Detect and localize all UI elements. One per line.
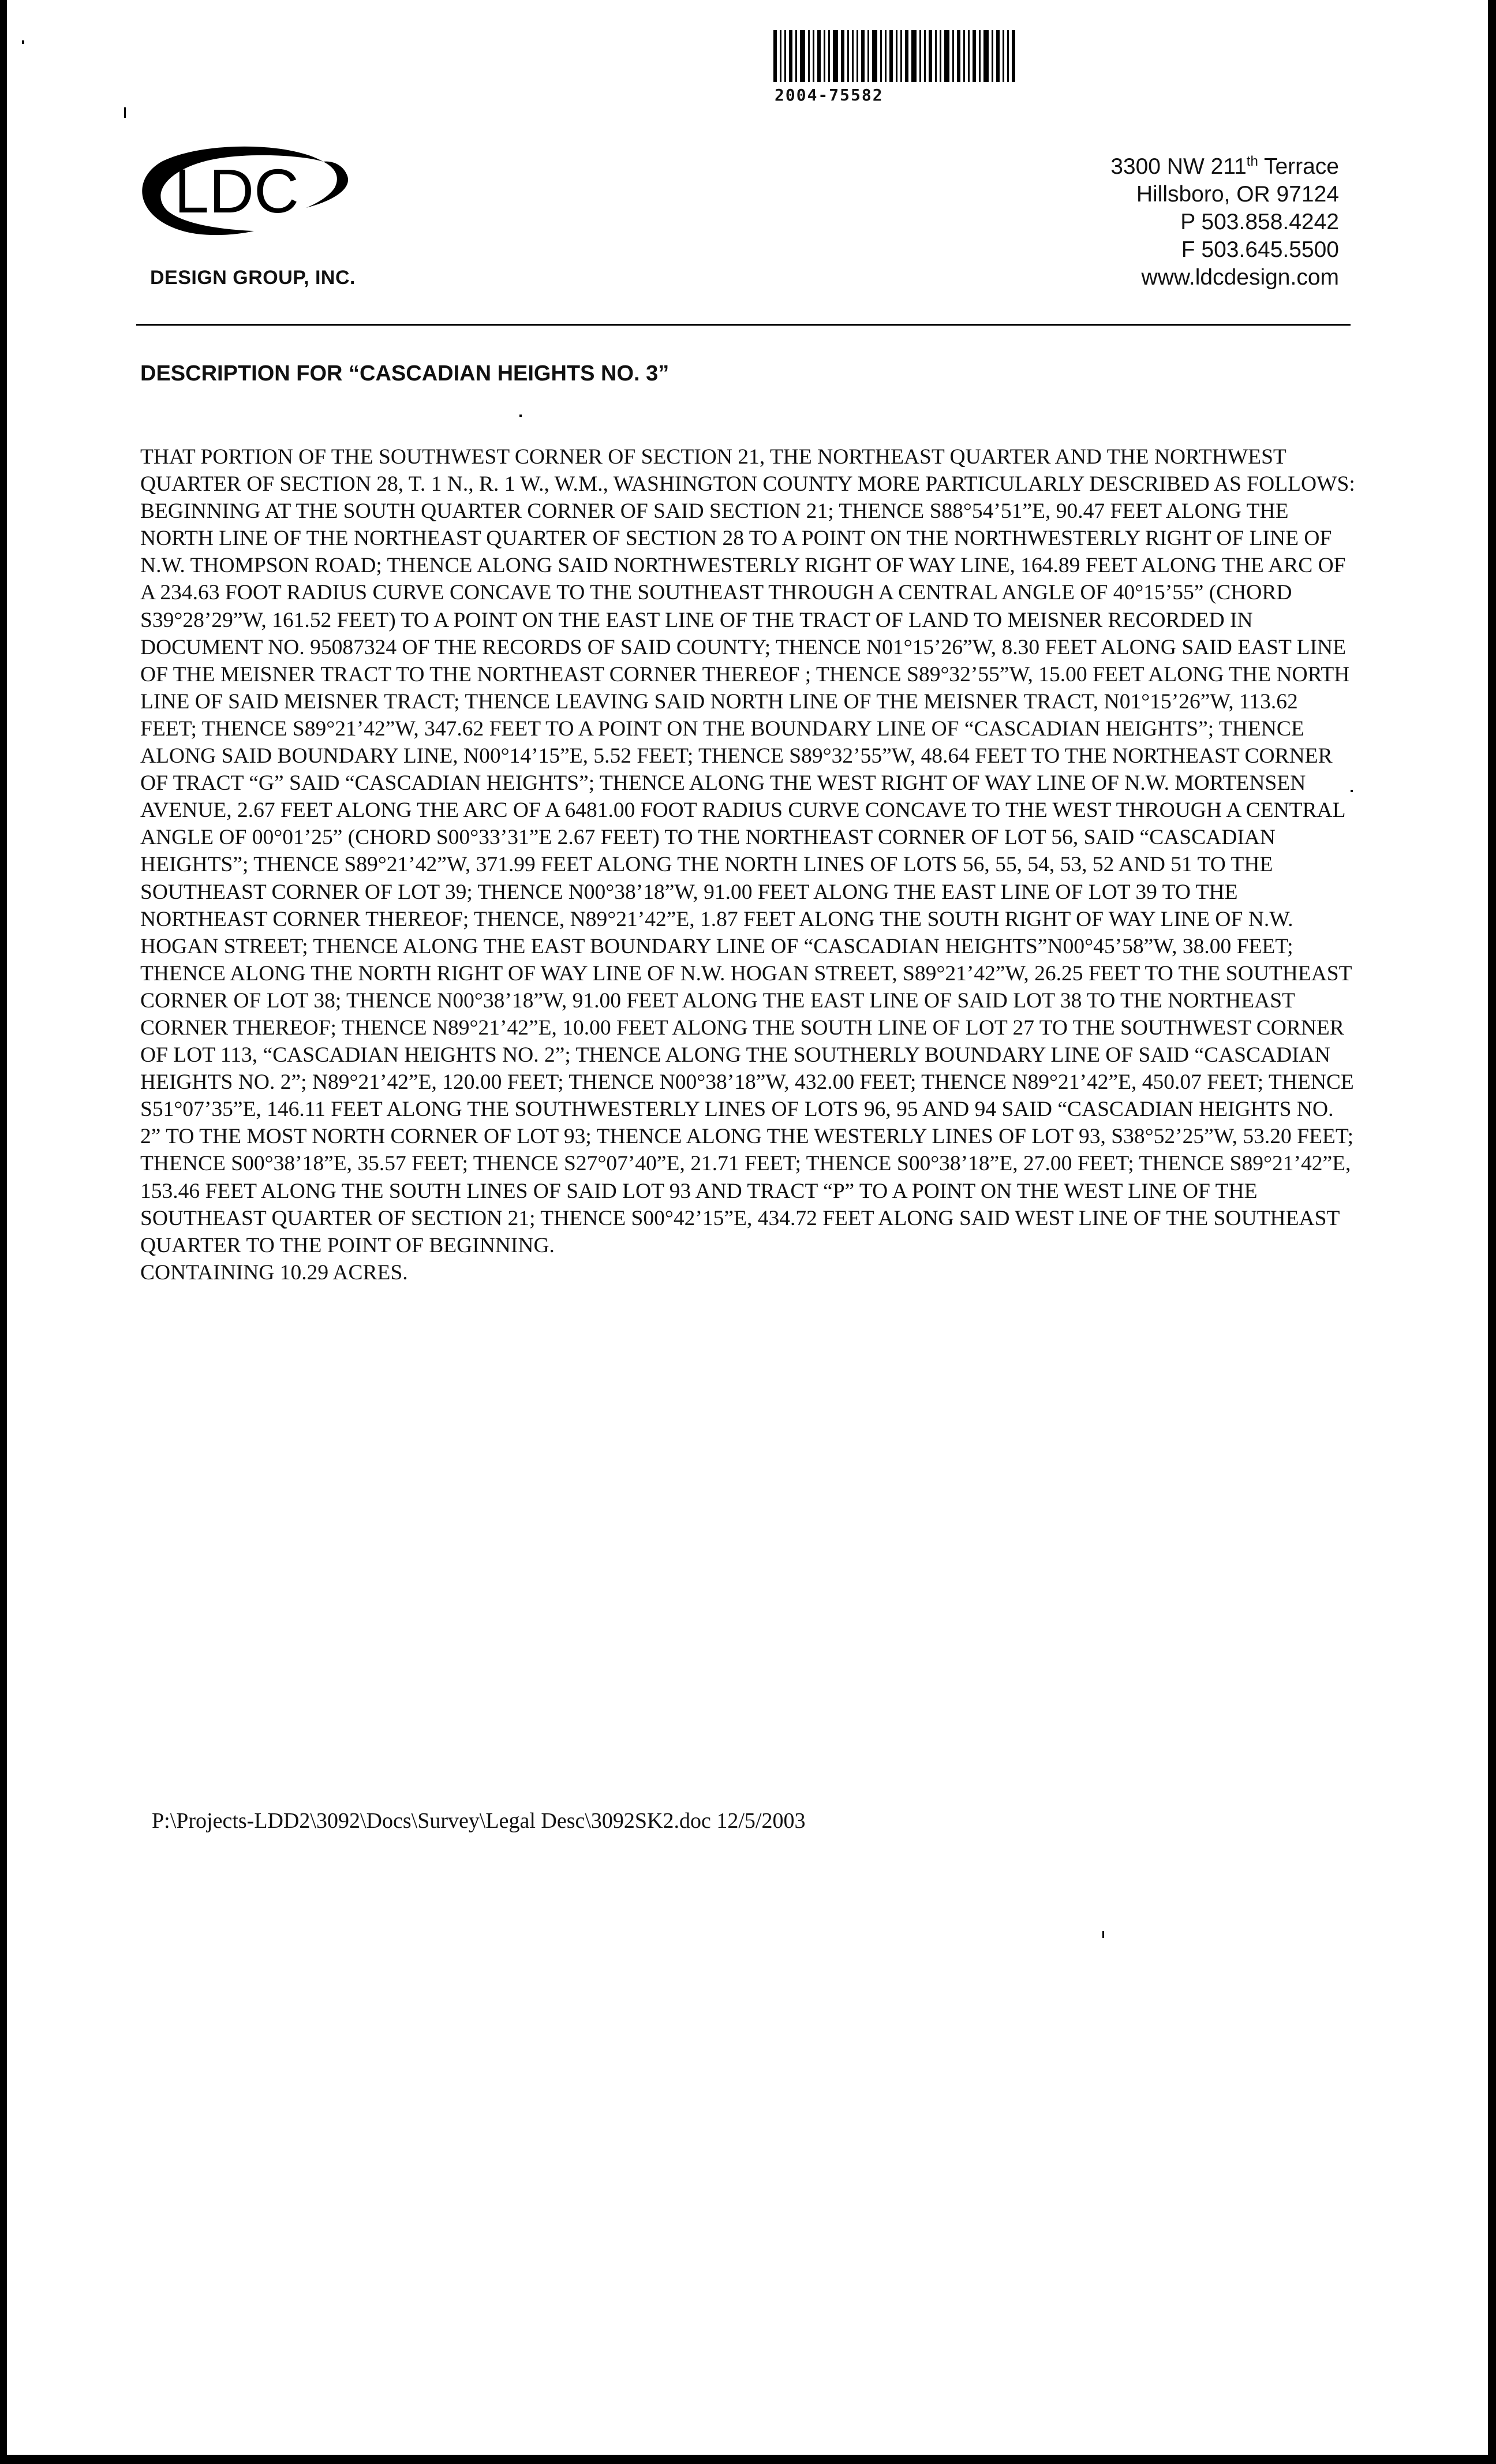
- header-divider: [136, 324, 1351, 326]
- barcode-bar: [973, 30, 976, 82]
- barcode-bar: [800, 30, 805, 82]
- address-fax: F 503.645.5500: [1181, 237, 1339, 262]
- barcode-bar: [889, 30, 893, 82]
- document-title: DESCRIPTION FOR “CASCADIAN HEIGHTS NO. 3”: [140, 361, 670, 386]
- company-name: DESIGN GROUP, INC.: [150, 267, 356, 289]
- barcode-bar: [833, 30, 838, 82]
- barcode-bar: [983, 30, 989, 82]
- address-street: 3300 NW 211th Terrace: [1110, 154, 1339, 179]
- barcode-bar: [824, 30, 825, 82]
- scan-speck: [124, 107, 126, 118]
- barcode-bar: [1003, 30, 1004, 82]
- file-path-footer: P:\Projects-LDD2\3092\Docs\Survey\Legal Desc\3092SK2.doc 12/5/2003: [152, 1809, 806, 1833]
- barcode-bar: [880, 30, 882, 82]
- barcode-bar: [992, 30, 993, 82]
- company-address: [1110, 148, 1339, 292]
- barcode-bar: [867, 30, 869, 82]
- barcode-bar: [944, 30, 949, 82]
- description-acreage: CONTAINING 10.29 ACRES.: [140, 1260, 408, 1285]
- barcode-bar: [841, 30, 844, 82]
- barcode-bar: [963, 30, 965, 82]
- barcode-bar: [813, 30, 814, 82]
- barcode-bar: [885, 30, 887, 82]
- barcode-bar: [857, 30, 858, 82]
- barcode-bar: [900, 30, 902, 82]
- barcode-bar: [905, 30, 908, 82]
- barcode-bar: [861, 30, 865, 82]
- barcode-bar: [996, 30, 1000, 82]
- barcode-bar: [979, 30, 981, 82]
- barcode-bar: [789, 30, 792, 82]
- logo-text: LDC: [174, 156, 300, 226]
- barcode-bar: [924, 30, 926, 82]
- scan-speck: [22, 40, 24, 44]
- address-city: Hillsboro, OR 97124: [1136, 182, 1339, 207]
- barcode-bar: [1007, 30, 1009, 82]
- barcode-bar: [952, 30, 954, 82]
- ldc-logo-mark: [133, 139, 375, 242]
- barcode-bars: [773, 30, 1039, 82]
- barcode-bar: [957, 30, 960, 82]
- barcode-number: 2004-75582: [775, 85, 884, 104]
- barcode-bar: [872, 30, 877, 82]
- scan-speck: [519, 415, 522, 417]
- description-intro: THAT PORTION OF THE SOUTHWEST CORNER OF SECTION 21, THE NORTHEAST QUARTER AND THE NORTHWEST QUARTER OF SECTION 28, T. 1 N., R. 1 W., W.M., WASHINGTON COUNTY MORE PARTICULARLY DESCRIBED AS FOLLOWS:: [140, 445, 1355, 496]
- barcode-bar: [911, 30, 917, 82]
- address-website: www.ldcdesign.com: [1141, 265, 1339, 290]
- scan-speck: [1102, 1931, 1104, 1938]
- barcode-bar: [929, 30, 932, 82]
- barcode: [773, 30, 1039, 104]
- barcode-bar: [784, 30, 786, 82]
- barcode-bar: [935, 30, 937, 82]
- scan-speck: [1351, 790, 1353, 792]
- barcode-bar: [852, 30, 854, 82]
- barcode-bar: [780, 30, 781, 82]
- barcode-bar: [847, 30, 849, 82]
- barcode-bar: [968, 30, 970, 82]
- legal-description: [140, 443, 1359, 1286]
- barcode-bar: [795, 30, 797, 82]
- barcode-bar: [828, 30, 830, 82]
- address-phone: P 503.858.4242: [1180, 210, 1339, 234]
- barcode-bar: [940, 30, 941, 82]
- company-logo: [133, 139, 375, 289]
- barcode-bar: [896, 30, 897, 82]
- barcode-bar: [1012, 30, 1015, 82]
- barcode-bar: [773, 30, 777, 82]
- description-body: BEGINNING AT THE SOUTH QUARTER CORNER OF SAID SECTION 21; THENCE S88°54’51”E, 90.47 FEET ALONG THE NORTH LINE OF THE NORTHEAST QUARTER OF SECTION 28 TO A POINT ON THE NORTHWESTERLY RIGHT OF LINE OF N.W. THOMPSON ROAD; THENCE ALONG SAID NORTHWESTERLY RIGHT OF WAY LINE, 164.89 FEET ALONG THE ARC OF A 234.63 FOOT RADIUS CURVE CONCAVE TO THE SOUTHEAST THROUGH A CENTRAL ANGLE OF 40°15’55” (CHORD S39°28’29”W, 161.52 FEET) TO A POINT ON THE EAST LINE OF THE TRACT OF LAND TO MEISNER RECORDED IN DOCUMENT NO. 95087324 OF THE RECORDS OF SAID COUNTY; THENCE N01°15’26”W, 8.30 FEET ALONG SAID EAST LINE OF THE MEISNER TRACT TO THE NORTHEAST CORNER THEREOF ; THENCE S89°32’55”W, 15.00 FEET ALONG THE NORTH LINE OF SAID MEISNER TRACT; THENCE LEAVING SAID NORTH LINE OF THE MEISNER TRACT, N01°15’26”W, 113.62 FEET; THENCE S89°21’42”W, 347.62 FEET TO A POINT ON THE BOUNDARY LINE OF “CASCADIAN HEIGHTS”; THENCE ALONG SAID BOUNDARY LINE, N00°14’15”E, 5.52 FEET; THENCE S89°32’55”W, 48.64 FEET TO THE NORTHEAST CORNER OF TRACT “G” SAID “CASCADIAN HEIGHTS”; THENCE ALONG THE WEST RIGHT OF WAY LINE OF N.W. MORTENSEN AVENUE, 2.67 FEET ALONG THE ARC OF A 6481.00 FOOT RADIUS CURVE CONCAVE TO THE WEST THROUGH A CENTRAL ANGLE OF 00°01’25” (CHORD S00°33’31”E 2.67 FEET) TO THE NORTHEAST CORNER OF LOT 56, SAID “CASCADIAN HEIGHTS”; THENCE S89°21’42”W, 371.99 FEET ALONG THE NORTH LINES OF LOTS 56, 55, 54, 53, 52 AND 51 TO THE SOUTHEAST CORNER OF LOT 39; THENCE N00°38’18”W, 91.00 FEET ALONG THE EAST LINE OF LOT 39 TO THE NORTHEAST CORNER THEREOF; THENCE, N89°21’42”E, 1.87 FEET ALONG THE SOUTH RIGHT OF WAY LINE OF N.W. HOGAN STREET; THENCE ALONG THE EAST BOUNDARY LINE OF “CASCADIAN HEIGHTS”N00°45’58”W, 38.00 FEET; THENCE ALONG THE NORTH RIGHT OF WAY LINE OF N.W. HOGAN STREET, S89°21’42”W, 26.25 FEET TO THE SOUTHEAST CORNER OF LOT 38; THENCE N00°38’18”W, 91.00 FEET ALONG THE EAST LINE OF SAID LOT 38 TO THE NORTHEAST CORNER THEREOF; THENCE N89°21’42”E, 10.00 FEET ALONG THE SOUTH LINE OF LOT 27 TO THE SOUTHWEST CORNER OF LOT 113, “CASCADIAN HEIGHTS NO. 2”; THENCE ALONG THE SOUTHERLY BOUNDARY LINE OF SAID “CASCADIAN HEIGHTS NO. 2”; N89°21’42”E, 120.00 FEET; THENCE N00°38’18”W, 432.00 FEET; THENCE N89°21’42”E, 450.07 FEET; THENCE S51°07’35”E, 146.11 FEET ALONG THE SOUTHWESTERLY LINES OF LOTS 96, 95 AND 94 SAID “CASCADIAN HEIGHTS NO. 2” TO THE MOST NORTH CORNER OF LOT 93; THENCE ALONG THE WESTERLY LINES OF LOT 93, S38°52’25”W, 53.20 FEET; THENCE S00°38’18”E, 35.57 FEET; THENCE S27°07’40”E, 21.71 FEET; THENCE S00°38’18”E, 27.00 FEET; THENCE S89°21’42”E, 153.46 FEET ALONG THE SOUTH LINES OF SAID LOT 93 AND TRACT “P” TO A POINT ON THE WEST LINE OF THE SOUTHEAST QUARTER OF SECTION 21; THENCE S00°42’15”E, 434.72 FEET ALONG SAID WEST LINE OF THE SOUTHEAST QUARTER TO THE POINT OF BEGINNING.: [140, 499, 1354, 1257]
- barcode-bar: [817, 30, 821, 82]
- barcode-bar: [808, 30, 810, 82]
- barcode-bar: [919, 30, 921, 82]
